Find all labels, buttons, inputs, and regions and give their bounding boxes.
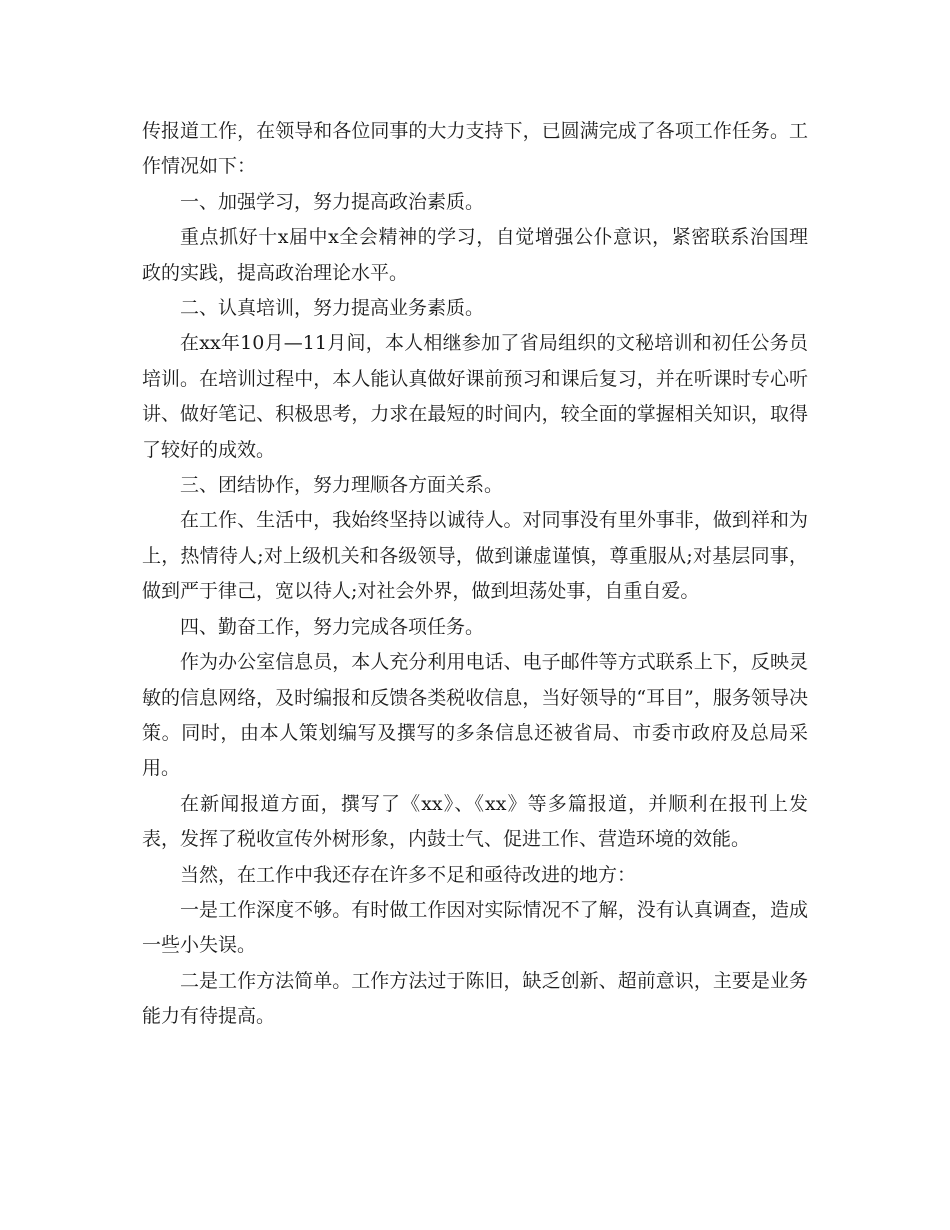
paragraph: 在新闻报道方面，撰写了《xx》、《xx》等多篇报道，并顺利在报刊上发表，发挥了税收宣传外树形象，内鼓士气、促进工作、营造环境的效能。 <box>142 792 808 851</box>
section-heading-3: 三、团结协作，努力理顺各方面关系。 <box>180 474 504 497</box>
paragraph: 一是工作深度不够。有时做工作因对实际情况不了解，没有认真调查，造成一些小失误。 <box>142 898 808 957</box>
section-heading-2: 二、认真培训，努力提高业务素质。 <box>180 297 485 320</box>
paragraph: 在xx年10月—11月间，本人相继参加了省局组织的文秘培训和初任公务员培训。在培训过程中，本人能认真做好课前预习和课后复习，并在听课时专心听讲、做好笔记、积极思考，力求在最短的时间内，较全面的掌握相关知识，取得了较好的成效。 <box>142 332 808 461</box>
document-body <box>142 114 808 1035</box>
paragraph-continuation: 传报道工作，在领导和各位同事的大力支持下，已圆满完成了各项工作任务。工作情况如下： <box>142 120 808 178</box>
paragraph: 在工作、生活中，我始终坚持以诚待人。对同事没有里外事非，做到祥和为上，热情待人;对上级机关和各级领导，做到谦虚谨慎，尊重服从;对基层同事，做到严于律己，宽以待人;对社会外界，做到坦荡处事，自重自爱。 <box>142 509 808 603</box>
section-heading-4: 四、勤奋工作，努力完成各项任务。 <box>180 615 485 638</box>
paragraph: 重点抓好十x届中x全会精神的学习，自觉增强公仆意识，紧密联系治国理政的实践，提高政治理论水平。 <box>142 226 808 284</box>
paragraph: 当然，在工作中我还存在许多不足和亟待改进的地方： <box>180 863 637 886</box>
paragraph: 二是工作方法简单。工作方法过于陈旧，缺乏创新、超前意识，主要是业务能力有待提高。 <box>142 969 808 1028</box>
paragraph: 作为办公室信息员，本人充分利用电话、电子邮件等方式联系上下，反映灵敏的信息网络，及时编报和反馈各类税收信息，当好领导的“耳目”，服务领导决策。同时，由本人策划编写及撰写的多条信息还被省局、市委市政府及总局采用。 <box>142 651 808 780</box>
section-heading-1: 一、加强学习，努力提高政治素质。 <box>180 190 485 213</box>
